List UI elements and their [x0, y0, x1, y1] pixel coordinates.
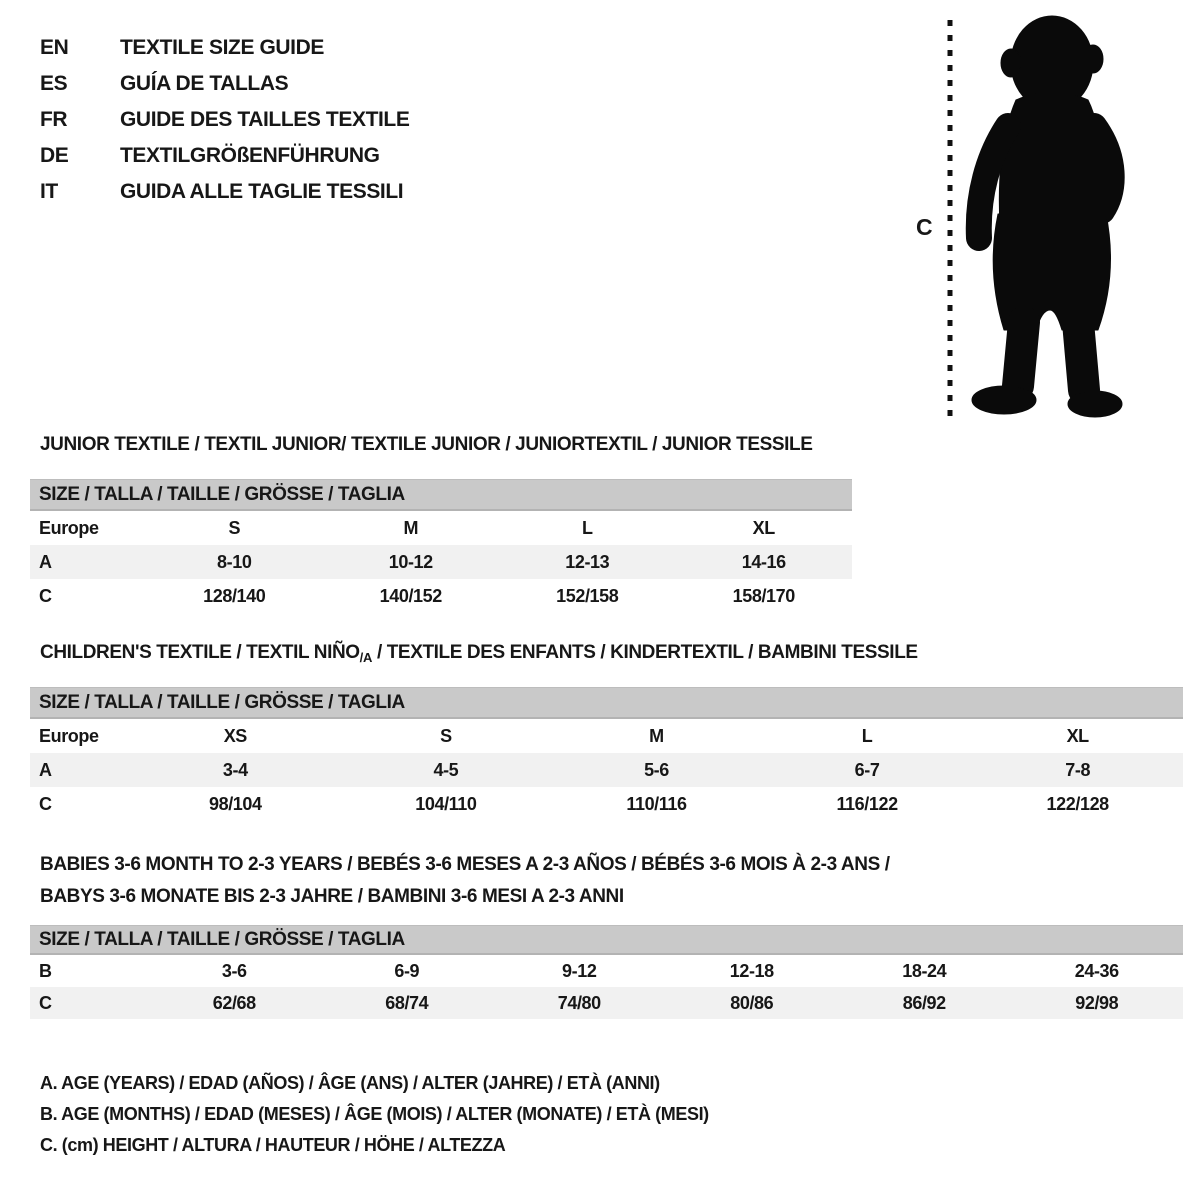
table-row — [30, 511, 852, 545]
table-cell: 104/110 — [415, 793, 477, 814]
table-cell: 3-4 — [222, 759, 248, 780]
language-title: GUIDA ALLE TAGLIE TESSILI — [120, 180, 404, 203]
table-cell: 74/80 — [557, 992, 601, 1013]
table-cell: 80/86 — [730, 992, 774, 1013]
table-row — [30, 753, 1183, 787]
table-cell: 68/74 — [385, 992, 429, 1013]
language-title: TEXTILE SIZE GUIDE — [120, 36, 324, 59]
table-cell: 86/92 — [902, 992, 946, 1013]
language-title-list — [40, 30, 600, 210]
legend-line: B. AGE (MONTHS) / EDAD (MESES) / ÂGE (MOIS) / ALTER (MONATE) / ETÀ (MESI) — [40, 1104, 709, 1124]
table-cell: 92/98 — [1075, 992, 1119, 1013]
table-cell: 62/68 — [212, 992, 256, 1013]
table-row — [30, 955, 1183, 987]
children-title-subscript: /A — [359, 650, 373, 665]
table-cell: 5-6 — [644, 759, 669, 780]
height-measure-dashed-line — [946, 18, 956, 418]
table-cell: 6-9 — [394, 960, 420, 981]
babies-title-line1: BABIES 3-6 MONTH TO 2-3 YEARS / BEBÉS 3-6 MESES A 2-3 AÑOS / BÉBÉS 3-6 MOIS À 2-3 ANS / — [40, 854, 890, 875]
table-cell: 24-36 — [1074, 960, 1119, 981]
language-code: DE — [40, 144, 69, 167]
table-row — [30, 719, 1183, 753]
language-code: IT — [40, 180, 58, 203]
language-row — [40, 102, 600, 138]
table-cell: 12-18 — [729, 960, 774, 981]
language-code: EN — [40, 36, 69, 59]
table-cell: 18-24 — [902, 960, 947, 981]
table-row — [30, 545, 852, 579]
children-size-table — [30, 687, 1183, 821]
table-cell: 3-6 — [221, 960, 247, 981]
babies-table-rows — [30, 955, 1183, 1019]
row-label: B — [39, 960, 52, 981]
row-label: A — [39, 759, 52, 780]
language-title: TEXTILGRÖßENFÜHRUNG — [120, 144, 380, 167]
table-cell: L — [581, 517, 593, 538]
table-cell: 110/116 — [626, 793, 687, 814]
legend-line: C. (cm) HEIGHT / ALTURA / HAUTEUR / HÖHE / ALTEZZA — [40, 1135, 506, 1155]
size-header-bar: SIZE / TALLA / TAILLE / GRÖSSE / TAGLIA — [30, 925, 1183, 955]
table-cell: 98/104 — [208, 793, 262, 814]
table-cell: 158/170 — [732, 585, 795, 606]
table-cell: 10-12 — [388, 551, 433, 572]
junior-table-rows — [30, 511, 852, 613]
children-section-title — [40, 642, 918, 664]
table-cell: 12-13 — [565, 551, 610, 572]
table-row — [30, 987, 1183, 1019]
row-label: C — [39, 992, 52, 1013]
row-label: C — [39, 585, 52, 606]
language-title: GUÍA DE TALLAS — [120, 72, 289, 95]
table-cell: 14-16 — [741, 551, 786, 572]
row-label: Europe — [39, 725, 99, 746]
height-measure-label: C — [916, 214, 933, 240]
children-table-rows — [30, 719, 1183, 821]
table-cell: XS — [223, 725, 247, 746]
table-cell: 152/158 — [556, 585, 619, 606]
language-row — [40, 66, 600, 102]
row-label: A — [39, 551, 52, 572]
legend — [40, 1068, 709, 1161]
row-label: Europe — [39, 517, 99, 538]
babies-section-title — [40, 849, 890, 913]
language-row — [40, 138, 600, 174]
junior-size-table — [30, 479, 852, 613]
table-cell: XL — [1066, 725, 1089, 746]
row-label: C — [39, 793, 52, 814]
table-cell: 6-7 — [854, 759, 880, 780]
table-cell: XL — [752, 517, 775, 538]
language-code: FR — [40, 108, 68, 131]
table-cell: 7-8 — [1065, 759, 1091, 780]
language-code: ES — [40, 72, 68, 95]
table-row — [30, 787, 1183, 821]
children-title-prefix: CHILDREN'S TEXTILE / TEXTIL NIÑO — [40, 642, 360, 663]
table-cell: 128/140 — [203, 585, 266, 606]
language-row — [40, 30, 600, 66]
legend-line: A. AGE (YEARS) / EDAD (AÑOS) / ÂGE (ANS) / ALTER (JAHRE) / ETÀ (ANNI) — [40, 1073, 660, 1093]
size-header-bar: SIZE / TALLA / TAILLE / GRÖSSE / TAGLIA — [30, 479, 852, 511]
table-cell: 8-10 — [217, 551, 252, 572]
table-cell: L — [861, 725, 873, 746]
table-cell: 116/122 — [836, 793, 898, 814]
table-row — [30, 579, 852, 613]
table-cell: 4-5 — [433, 759, 459, 780]
table-cell: S — [440, 725, 452, 746]
table-cell: S — [228, 517, 241, 538]
junior-section-title: JUNIOR TEXTILE / TEXTIL JUNIOR/ TEXTILE JUNIOR / JUNIORTEXTIL / JUNIOR TESSILE — [40, 434, 813, 455]
babies-size-table — [30, 925, 1183, 1019]
toddler-silhouette-icon — [964, 14, 1136, 423]
table-cell: M — [403, 517, 419, 538]
language-row — [40, 174, 600, 210]
language-title: GUIDE DES TAILLES TEXTILE — [120, 108, 410, 131]
table-cell: M — [649, 725, 664, 746]
children-title-suffix: / TEXTILE DES ENFANTS / KINDERTEXTIL / BAMBINI TESSILE — [372, 642, 918, 663]
table-cell: 140/152 — [379, 585, 442, 606]
table-cell: 122/128 — [1046, 793, 1109, 814]
babies-title-line2: BABYS 3-6 MONATE BIS 2-3 JAHRE / BAMBINI 3-6 MESI A 2-3 ANNI — [40, 886, 624, 907]
table-cell: 9-12 — [562, 960, 597, 981]
size-header-bar: SIZE / TALLA / TAILLE / GRÖSSE / TAGLIA — [30, 687, 1183, 719]
